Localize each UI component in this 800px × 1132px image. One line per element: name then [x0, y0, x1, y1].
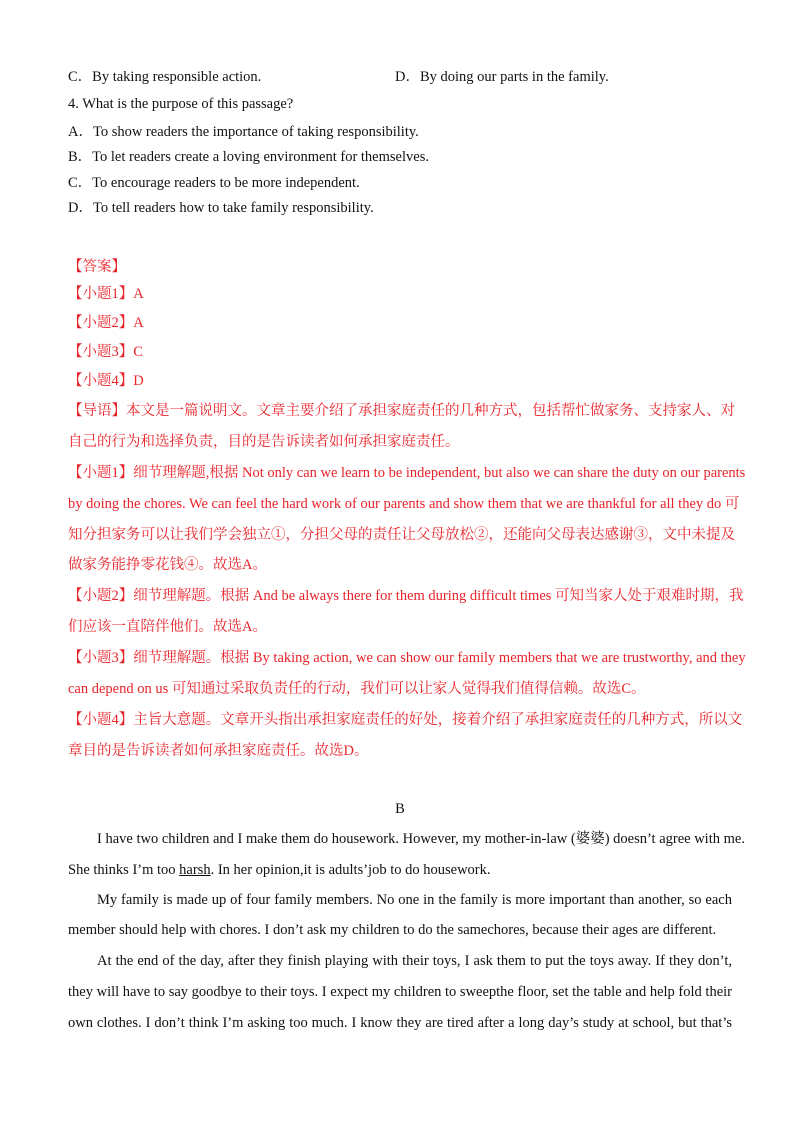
passage-b-p2-line-2: member should help with chores. I don’t ask my children to do the samechores, because their ages are different. — [68, 922, 717, 938]
q4-option-b: B．To let readers create a loving environment for themselves. — [68, 149, 429, 165]
guide-line-1: 【导语】本文是一篇说明文。文章主要介绍了承担家庭责任的几种方式，包括帮忙做家务、支持家人、对 — [68, 403, 735, 419]
passage-b-p1-text-a: She thinks I’m too — [68, 862, 180, 878]
q3-option-c: C．By taking responsible action. — [68, 69, 262, 85]
explain-q2-line-1: 【小题2】细节理解题。根据 And be always there for them during difficult times 可知当家人处于艰难时期，我 — [68, 588, 744, 604]
explain-q1-line-2: by doing the chores. We can feel the hard work of our parents and show them that we are thankful for all they do 可 — [68, 496, 740, 512]
answer-q1: 【小题1】A — [68, 286, 144, 302]
q4-option-d: D．To tell readers how to take family responsibility. — [68, 200, 374, 216]
explain-q3-line-1: 【小题3】细节理解题。根据 By taking action, we can show our family members that we are trustworthy, and they — [68, 650, 746, 666]
q3-options-row — [68, 67, 732, 87]
passage-b-p3-line-2: they will have to say goodbye to their toys. I expect my children to sweepthe floor, set the table and help fold their — [68, 984, 732, 1000]
q4-question: 4. What is the purpose of this passage? — [68, 96, 294, 112]
answer-heading: 【答案】 — [68, 259, 126, 275]
q4-option-a: A．To show readers the importance of taking responsibility. — [68, 124, 419, 140]
guide-line-2: 自己的行为和选择负责，目的是告诉读者如何承担家庭责任。 — [68, 434, 460, 450]
explain-q4-line-1: 【小题4】主旨大意题。文章开头指出承担家庭责任的好处，接着介绍了承担家庭责任的几种方式，所以文 — [68, 712, 743, 728]
explain-q1-line-3: 知分担家务可以让我们学会独立①，分担父母的责任让父母放松②，还能向父母表达感谢③，文中未提及 — [68, 527, 735, 543]
q4-option-c: C．To encourage readers to be more independent. — [68, 175, 360, 191]
passage-b-p2-line-1: My family is made up of four family members. No one in the family is more important than another, so each — [97, 892, 732, 908]
answer-q2: 【小题2】A — [68, 315, 144, 331]
passage-b-p1-text-b: . In her opinion,it is adults’job to do housework. — [210, 862, 491, 878]
answer-q3: 【小题3】C — [68, 344, 143, 360]
passage-b-p1-line-1: I have two children and I make them do housework. However, my mother-in-law (婆婆) doesn’t agree with me. — [97, 831, 745, 847]
explain-q2-line-2: 们应该一直陪伴他们。故选A。 — [68, 619, 267, 635]
passage-b-p3-line-3: own clothes. I don’t think I’m asking too much. I know they are tired after a long day’s study at school, but that’s — [68, 1015, 732, 1031]
passage-b-underlined-word: harsh — [179, 862, 211, 878]
q3-option-d: D．By doing our parts in the family. — [395, 69, 609, 85]
explain-q3-line-2: can depend on us 可知通过采取负责任的行动，我们可以让家人觉得我们值得信赖。故选C。 — [68, 681, 646, 697]
explain-q4-line-2: 章目的是告诉读者如何承担家庭责任。故选D。 — [68, 743, 369, 759]
answer-q4: 【小题4】D — [68, 373, 144, 389]
passage-b-p3-line-1: At the end of the day, after they finish playing with their toys, I ask them to put the toys away. If they don’t, — [97, 953, 732, 969]
explain-q1-line-1: 【小题1】细节理解题,根据 Not only can we learn to be independent, but also we can share the duty on our parents — [68, 465, 746, 481]
passage-b-label: B — [395, 801, 405, 817]
passage-b-p1-line-2 — [68, 860, 491, 880]
explain-q1-line-4: 做家务能挣零花钱④。故选A。 — [68, 557, 267, 573]
